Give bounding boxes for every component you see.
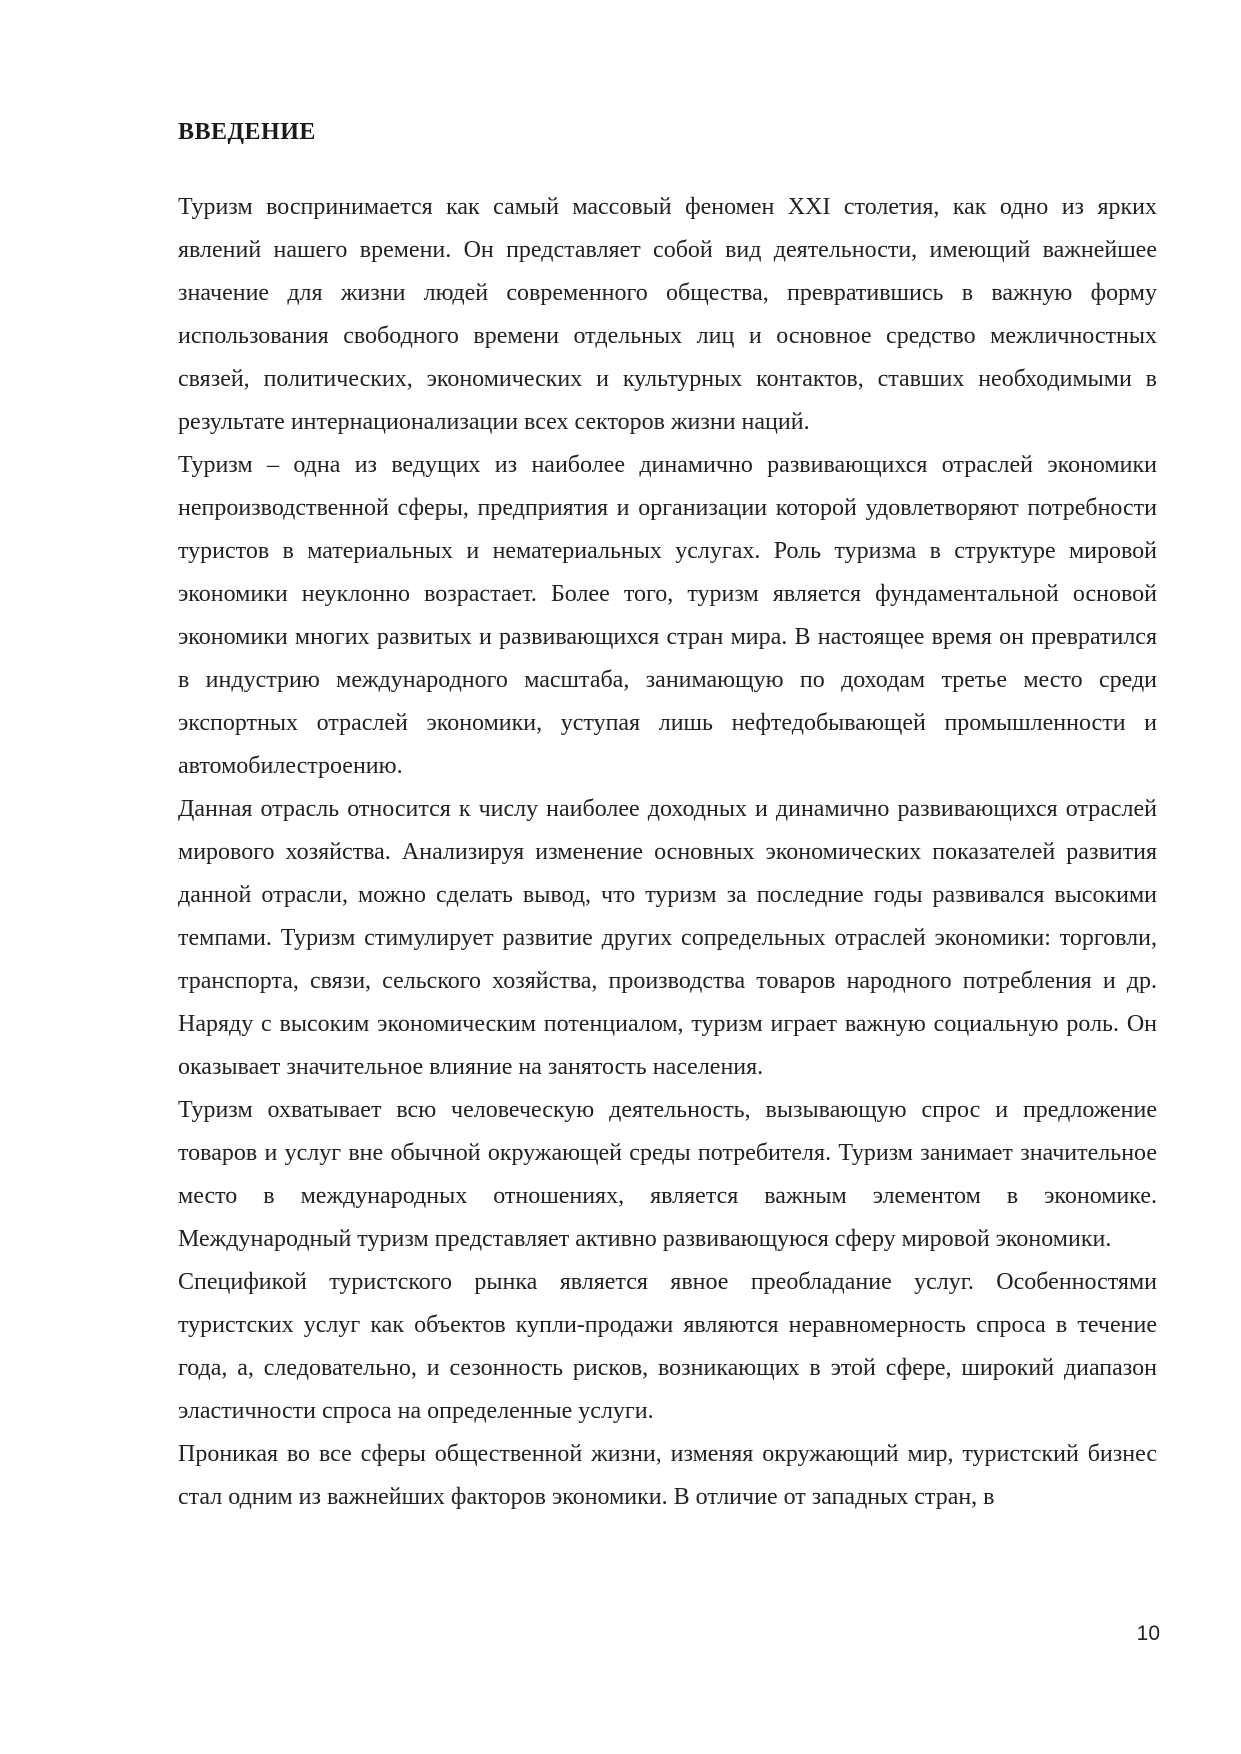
paragraph-6: Проникая во все сферы общественной жизни, изменяя окружающий мир, туристский бизнес стал одним из важнейших факторов экономики. В отличие от западных стран, в <box>178 1441 1157 1510</box>
body-text <box>178 186 1157 1519</box>
paragraph-2: Туризм – одна из ведущих из наиболее динамично развивающихся отраслей экономики непроизводственной сферы, предприятия и организации которой удовлетворяют потребности туристов в материальных и нематериальных услугах. Роль туризма в структуре мировой экономики неуклонно возрастает. Более того, туризм является фундаментальной основой экономики многих развитых и развивающихся стран мира. В настоящее время он превратился в индустрию международного масштаба, занимающую по доходам третье место среди экспортных отраслей экономики, уступая лишь нефтедобывающей промышленности и автомобилестроению. <box>178 452 1157 779</box>
paragraph-3: Данная отрасль относится к числу наиболее доходных и динамично развивающихся отраслей мирового хозяйства. Анализируя изменение основных экономических показателей развития данной отрасли, можно сделать вывод, что туризм за последние годы развивался высокими темпами. Туризм стимулирует развитие других сопредельных отраслей экономики: торговли, транспорта, связи, сельского хозяйства, производства товаров народного потребления и др. Наряду с высоким экономическим потенциалом, туризм играет важную социальную роль. Он оказывает значительное влияние на занятость населения. <box>178 796 1157 1080</box>
paragraph-5: Спецификой туристского рынка является явное преобладание услуг. Особенностями туристских услуг как объектов купли-продажи являются неравномерность спроса в течение года, а, следовательно, и сезонность рисков, возникающих в этой сфере, широкий диапазон эластичности спроса на определенные услуги. <box>178 1269 1157 1424</box>
page-number: 10 <box>1136 1622 1160 1645</box>
section-heading: ВВЕДЕНИЕ <box>178 119 316 145</box>
paragraph-1: Туризм воспринимается как самый массовый феномен XXI столетия, как одно из ярких явлений нашего времени. Он представляет собой вид деятельности, имеющий важнейшее значение для жизни людей современного общества, превратившись в важную форму использования свободного времени отдельных лиц и основное средство межличностных связей, политических, экономических и культурных контактов, ставших необходимыми в результате интернационализации всех секторов жизни наций. <box>178 194 1157 435</box>
paragraph-4: Туризм охватывает всю человеческую деятельность, вызывающую спрос и предложение товаров и услуг вне обычной окружающей среды потребителя. Туризм занимает значительное место в международных отношениях, является важным элементом в экономике. Международный туризм представляет активно развивающуюся сферу мировой экономики. <box>178 1097 1157 1252</box>
